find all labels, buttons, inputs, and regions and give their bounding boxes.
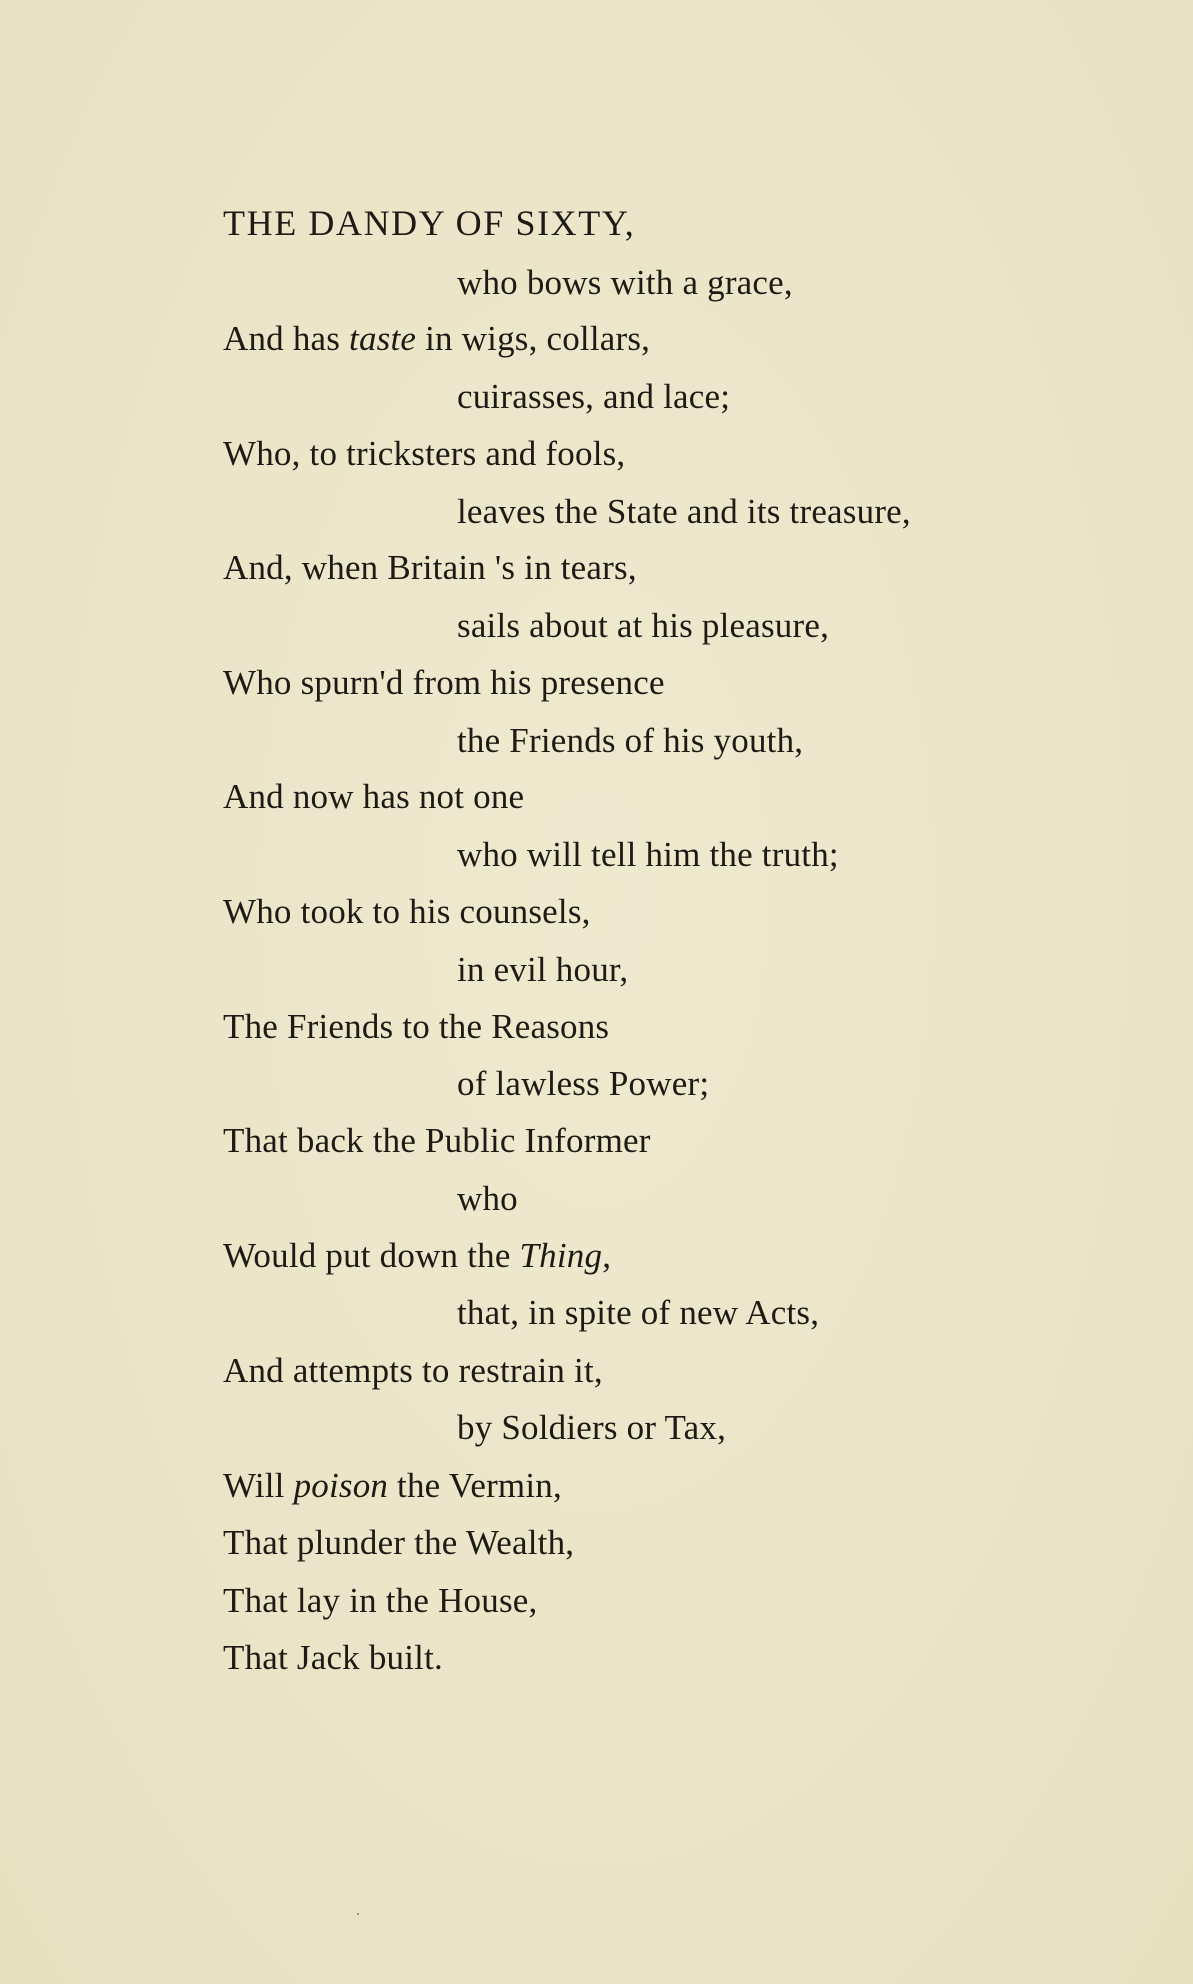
poem-line: of lawless Power; — [457, 1064, 710, 1103]
line-text: Would put down the — [223, 1236, 520, 1275]
poem-line: The Friends to the Reasons — [223, 1007, 610, 1046]
poem-line: cuirasses, and lace; — [457, 377, 731, 416]
poem-line: who — [457, 1179, 518, 1218]
line-text: And has — [223, 319, 350, 358]
poem-line: by Soldiers or Tax, — [457, 1408, 727, 1447]
line-text: in wigs, collars, — [416, 319, 651, 358]
poem-line — [223, 1468, 562, 1503]
poem-line: Who, to tricksters and fools, — [223, 434, 626, 473]
poem-line — [223, 1238, 611, 1273]
poem-line: And, when Britain 's in tears, — [223, 548, 637, 587]
poem-line: That Jack built. — [223, 1638, 443, 1677]
line-text: , — [602, 1236, 612, 1275]
line-text: the Vermin, — [388, 1466, 562, 1505]
poem-line: leaves the State and its treasure, — [457, 492, 911, 531]
emphasis-word: poison — [293, 1466, 389, 1505]
poem-line: That plunder the Wealth, — [223, 1523, 575, 1562]
poem-line: sails about at his pleasure, — [457, 606, 830, 645]
poem-line: who will tell him the truth; — [457, 835, 839, 874]
emphasis-word: Thing — [519, 1236, 603, 1275]
poem-line: who bows with a grace, — [457, 263, 793, 302]
poem-line: That lay in the House, — [223, 1581, 538, 1620]
poem-line: that, in spite of new Acts, — [457, 1293, 820, 1332]
poem-line: Who spurn'd from his presence — [223, 663, 665, 702]
poem-line: And now has not one — [223, 777, 525, 816]
line-text: Will — [223, 1466, 294, 1505]
poem-line — [223, 321, 650, 356]
poem-line: the Friends of his youth, — [457, 721, 804, 760]
emphasis-word: taste — [349, 319, 417, 358]
poem-line: And attempts to restrain it, — [223, 1351, 603, 1390]
poem-line: in evil hour, — [457, 950, 629, 989]
poem-title: THE DANDY OF SIXTY, — [223, 203, 636, 243]
paper-speck — [357, 1913, 359, 1915]
poem-line: Who took to his counsels, — [223, 892, 591, 931]
poem-line: That back the Public Informer — [223, 1121, 651, 1160]
